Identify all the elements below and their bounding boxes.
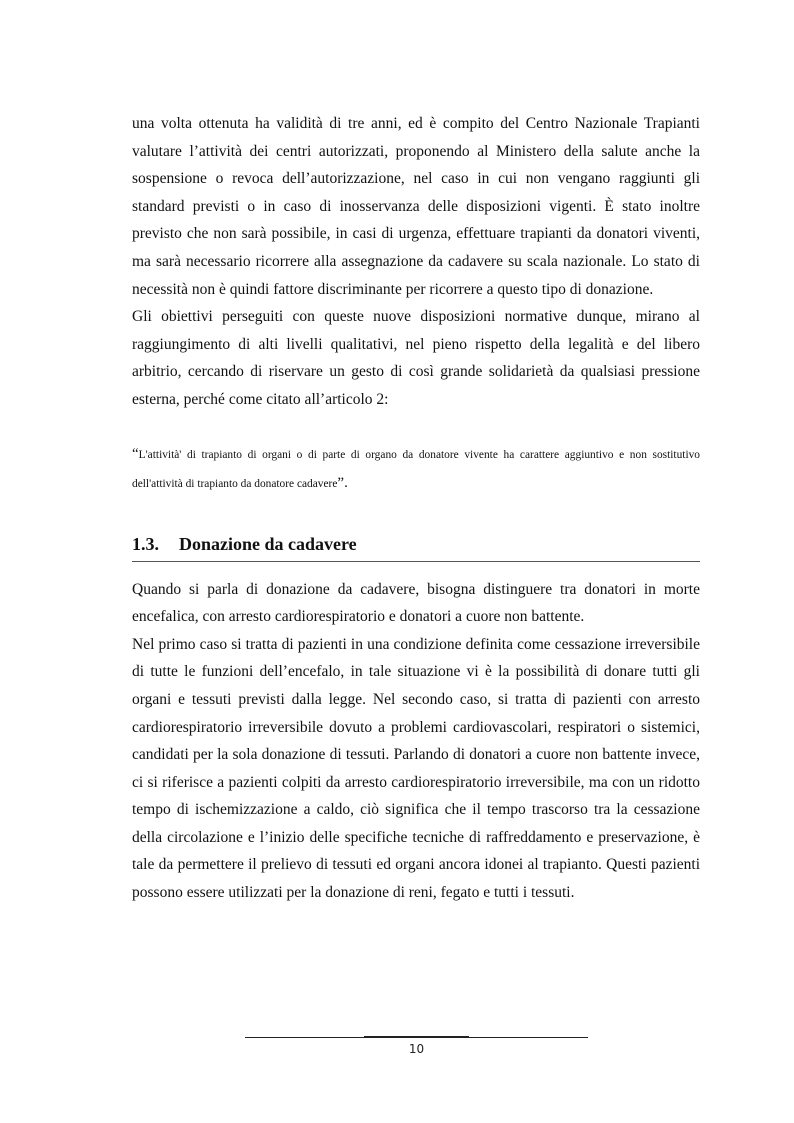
section-body: [132, 576, 700, 907]
section-number: 1.3.: [132, 533, 159, 554]
paragraph-validity: una volta ottenuta ha validità di tre anni, ed è compito del Centro Nazionale Trapianti valutare l’attività dei centri autorizzati, proponendo al Ministero della salute anche la sospensione o revoca dell’autorizzazione, nel caso in cui non vengano raggiunti gli standard previsti o in caso di inosservanza delle disposizioni vigenti. È stato inoltre previsto che non sarà possibile, in casi di urgenza, effettuare trapianti da donatori viventi, ma sarà necessario ricorrere alla assegnazione da cadavere su scala nazionale. Lo stato di necessità non è quindi fattore discriminante per ricorrere a questo tipo di donazione.: [132, 115, 700, 298]
quote-open-mark: “: [132, 445, 139, 462]
quote-text: L'attività' di trapianto di organi o di parte di organo da donatore vivente ha carattere aggiuntivo e non sostitutivo dell'attività di trapianto da donatore cadavere: [132, 448, 700, 490]
paragraph-donor-details: Nel primo caso si tratta di pazienti in una condizione definita come cessazione irreversibile di tutte le funzioni dell’encefalo, in tale situazione vi è la possibilità di donare tutti gli organi e tessuti previsti dalla legge. Nel secondo caso, si tratta di pazienti con arresto cardiorespiratorio irreversibile dovuto a problemi cardiovascolari, respiratori o sistemici, candidati per la sola donazione di tessuti. Parlando di donatori a cuore non battente invece, ci si riferisce a pazienti colpiti da arresto cardiorespiratorio irreversibile, ma con un ridotto tempo di ischemizzazione a caldo, ciò significa che il tempo trascorso tra la cessazione della circolazione e l’inizio delle specifiche tecniche di raffreddamento e preservazione, è tale da permettere il prelievo di tessuti ed organi ancora idonei al trapianto. Questi pazienti possono essere utilizzati per la donazione di reni, fegato e tutti i tessuti.: [132, 635, 700, 902]
footer-divider-accent: [364, 1036, 469, 1038]
quote-close-mark: ”.: [337, 474, 348, 491]
page-number: 10: [408, 1042, 425, 1056]
document-page: [132, 110, 700, 907]
section-title: Donazione da cadavere: [179, 533, 357, 554]
section-heading: [132, 534, 700, 562]
paragraph-donor-types: Quando si parla di donazione da cadavere, bisogna distinguere tra donatori in morte encefalica, con arresto cardiorespiratorio e donatori a cuore non battente.: [132, 580, 700, 626]
paragraph-objectives: Gli obiettivi perseguiti con queste nuove disposizioni normative dunque, mirano al raggiungimento di alti livelli qualitativi, nel pieno rispetto della legalità e del libero arbitrio, cercando di riservare un gesto di così grande solidarietà da qualsiasi pressione esterna, perché come citato all’articolo 2:: [132, 308, 700, 408]
article-quote: [132, 440, 700, 498]
